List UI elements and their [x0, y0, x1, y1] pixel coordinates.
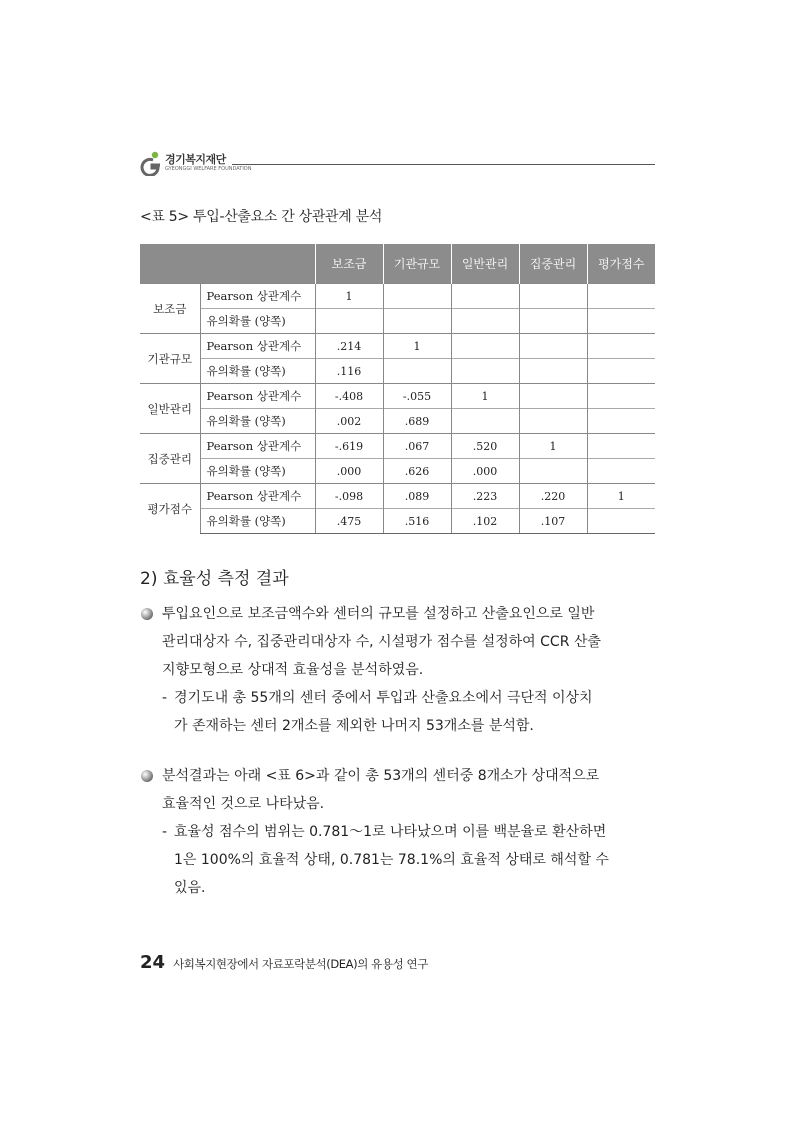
- table-cell: .689: [383, 409, 451, 434]
- table-cell: .220: [519, 484, 587, 509]
- table-row: [140, 284, 655, 309]
- sphere-bullet-icon: [140, 769, 154, 783]
- table-cell: -.055: [383, 384, 451, 409]
- table-cell: [587, 409, 655, 434]
- table-cell: [519, 284, 587, 309]
- header-rule: [232, 164, 655, 165]
- org-logo: [140, 150, 252, 176]
- table-cell: [519, 459, 587, 484]
- table-cell: [451, 284, 519, 309]
- stat-label: 유의확률 (양쪽): [200, 359, 315, 384]
- paragraph-1: [140, 600, 655, 740]
- text-line: 지향모형으로 상대적 효율성을 분석하였음.: [162, 662, 424, 678]
- org-subtitle: GYEONGGI WELFARE FOUNDATION: [165, 166, 252, 172]
- page-header: [140, 150, 655, 180]
- row-variable: 일반관리: [140, 384, 200, 434]
- table-cell: 1: [315, 284, 383, 309]
- correlation-table: [140, 244, 655, 534]
- table-cell: -.619: [315, 434, 383, 459]
- paragraph-text: 경기도내 총 55개의 센터 중에서 투입과 산출요소에서 극단적 이상치: [174, 690, 593, 706]
- table-cell: [587, 309, 655, 334]
- row-variable: 집중관리: [140, 434, 200, 484]
- table-cell: [587, 359, 655, 384]
- table-cell: [519, 384, 587, 409]
- table-cell: .002: [315, 409, 383, 434]
- stat-label: 유의확률 (양쪽): [200, 459, 315, 484]
- table-header-row: [140, 244, 655, 284]
- stat-label: 유의확률 (양쪽): [200, 309, 315, 334]
- table-cell: [451, 409, 519, 434]
- table-cell: .214: [315, 334, 383, 359]
- text-line: [140, 818, 655, 846]
- table-row: [140, 334, 655, 359]
- table-cell: .067: [383, 434, 451, 459]
- table-cell: [587, 459, 655, 484]
- text-line: 가 존재하는 센터 2개소를 제외한 나머지 53개소를 분석함.: [174, 718, 534, 734]
- paragraph-text: 투입요인으로 보조금액수와 센터의 규모를 설정하고 산출요인으로 일반: [162, 606, 595, 622]
- table-row: [140, 384, 655, 409]
- org-name: 경기복지재단: [165, 153, 226, 166]
- table-row: [140, 459, 655, 484]
- column-header: 기관규모: [383, 244, 451, 284]
- table-cell: [451, 334, 519, 359]
- table-cell: .107: [519, 509, 587, 534]
- stat-label: Pearson 상관계수: [200, 334, 315, 359]
- table-cell: .516: [383, 509, 451, 534]
- stat-label: 유의확률 (양쪽): [200, 409, 315, 434]
- stat-label: Pearson 상관계수: [200, 284, 315, 309]
- table-cell: .102: [451, 509, 519, 534]
- paragraph-text: 효율성 점수의 범위는 0.781～1로 나타났으며 이를 백분율로 환산하면: [174, 824, 607, 840]
- table-cell: .626: [383, 459, 451, 484]
- table-cell: [383, 284, 451, 309]
- table-cell: 1: [451, 384, 519, 409]
- column-header: 집중관리: [519, 244, 587, 284]
- table-cell: .000: [315, 459, 383, 484]
- table-cell: .116: [315, 359, 383, 384]
- text-line: [140, 600, 655, 628]
- sphere-bullet-icon: [140, 607, 154, 621]
- foundation-logo-icon: [140, 150, 162, 176]
- text-line: 있음.: [174, 880, 206, 896]
- stat-label: Pearson 상관계수: [200, 484, 315, 509]
- table-cell: 1: [383, 334, 451, 359]
- table-cell: [519, 309, 587, 334]
- page-number: 24: [140, 952, 166, 973]
- dash-marker: -: [162, 824, 168, 840]
- table-row: [140, 309, 655, 334]
- table-cell: .223: [451, 484, 519, 509]
- table-cell: 1: [519, 434, 587, 459]
- paragraph-text: 분석결과는 아래 <표 6>과 같이 총 53개의 센터중 8개소가 상대적으로: [162, 768, 600, 784]
- column-header: 보조금: [315, 244, 383, 284]
- table-cell: [587, 284, 655, 309]
- text-line: 1은 100%의 효율적 상태, 0.781는 78.1%의 효율적 상태로 해석할 수: [174, 852, 609, 868]
- table-cell: [519, 409, 587, 434]
- column-header: 평가점수: [587, 244, 655, 284]
- table-cell: 1: [587, 484, 655, 509]
- text-line: [140, 684, 655, 712]
- table-row: [140, 409, 655, 434]
- table-cell: [383, 359, 451, 384]
- row-variable: 보조금: [140, 284, 200, 334]
- row-variable: 평가점수: [140, 484, 200, 534]
- table-cell: -.098: [315, 484, 383, 509]
- table-caption: <표 5> 투입-산출요소 간 상관관계 분석: [140, 209, 383, 225]
- table-cell: [587, 334, 655, 359]
- table-cell: [519, 334, 587, 359]
- table-cell: [587, 384, 655, 409]
- table-row: [140, 509, 655, 534]
- stat-label: 유의확률 (양쪽): [200, 509, 315, 534]
- dash-marker: -: [162, 690, 168, 706]
- running-title: 사회복지현장에서 자료포락분석(DEA)의 유용성 연구: [173, 957, 428, 971]
- table-cell: [315, 309, 383, 334]
- table-cell: -.408: [315, 384, 383, 409]
- table-row: [140, 359, 655, 384]
- text-line: 관리대상자 수, 집중관리대상자 수, 시설평가 점수를 설정하여 CCR 산출: [162, 634, 601, 650]
- table-cell: .520: [451, 434, 519, 459]
- stat-label: Pearson 상관계수: [200, 434, 315, 459]
- table-cell: [587, 509, 655, 534]
- column-header: 일반관리: [451, 244, 519, 284]
- table-cell: [451, 309, 519, 334]
- table-row: [140, 434, 655, 459]
- section-title: 2) 효율성 측정 결과: [140, 569, 289, 589]
- text-line: 효율적인 것으로 나타났음.: [162, 796, 325, 812]
- table-cell: [451, 359, 519, 384]
- stat-label: Pearson 상관계수: [200, 384, 315, 409]
- text-line: [140, 762, 655, 790]
- header-corner-cell: [140, 244, 315, 284]
- page-footer: [140, 952, 428, 973]
- table-cell: .089: [383, 484, 451, 509]
- table-cell: [587, 434, 655, 459]
- table-row: [140, 484, 655, 509]
- table-cell: .000: [451, 459, 519, 484]
- paragraph-2: [140, 762, 655, 902]
- table-cell: [519, 359, 587, 384]
- table-cell: [383, 309, 451, 334]
- row-variable: 기관규모: [140, 334, 200, 384]
- table-cell: .475: [315, 509, 383, 534]
